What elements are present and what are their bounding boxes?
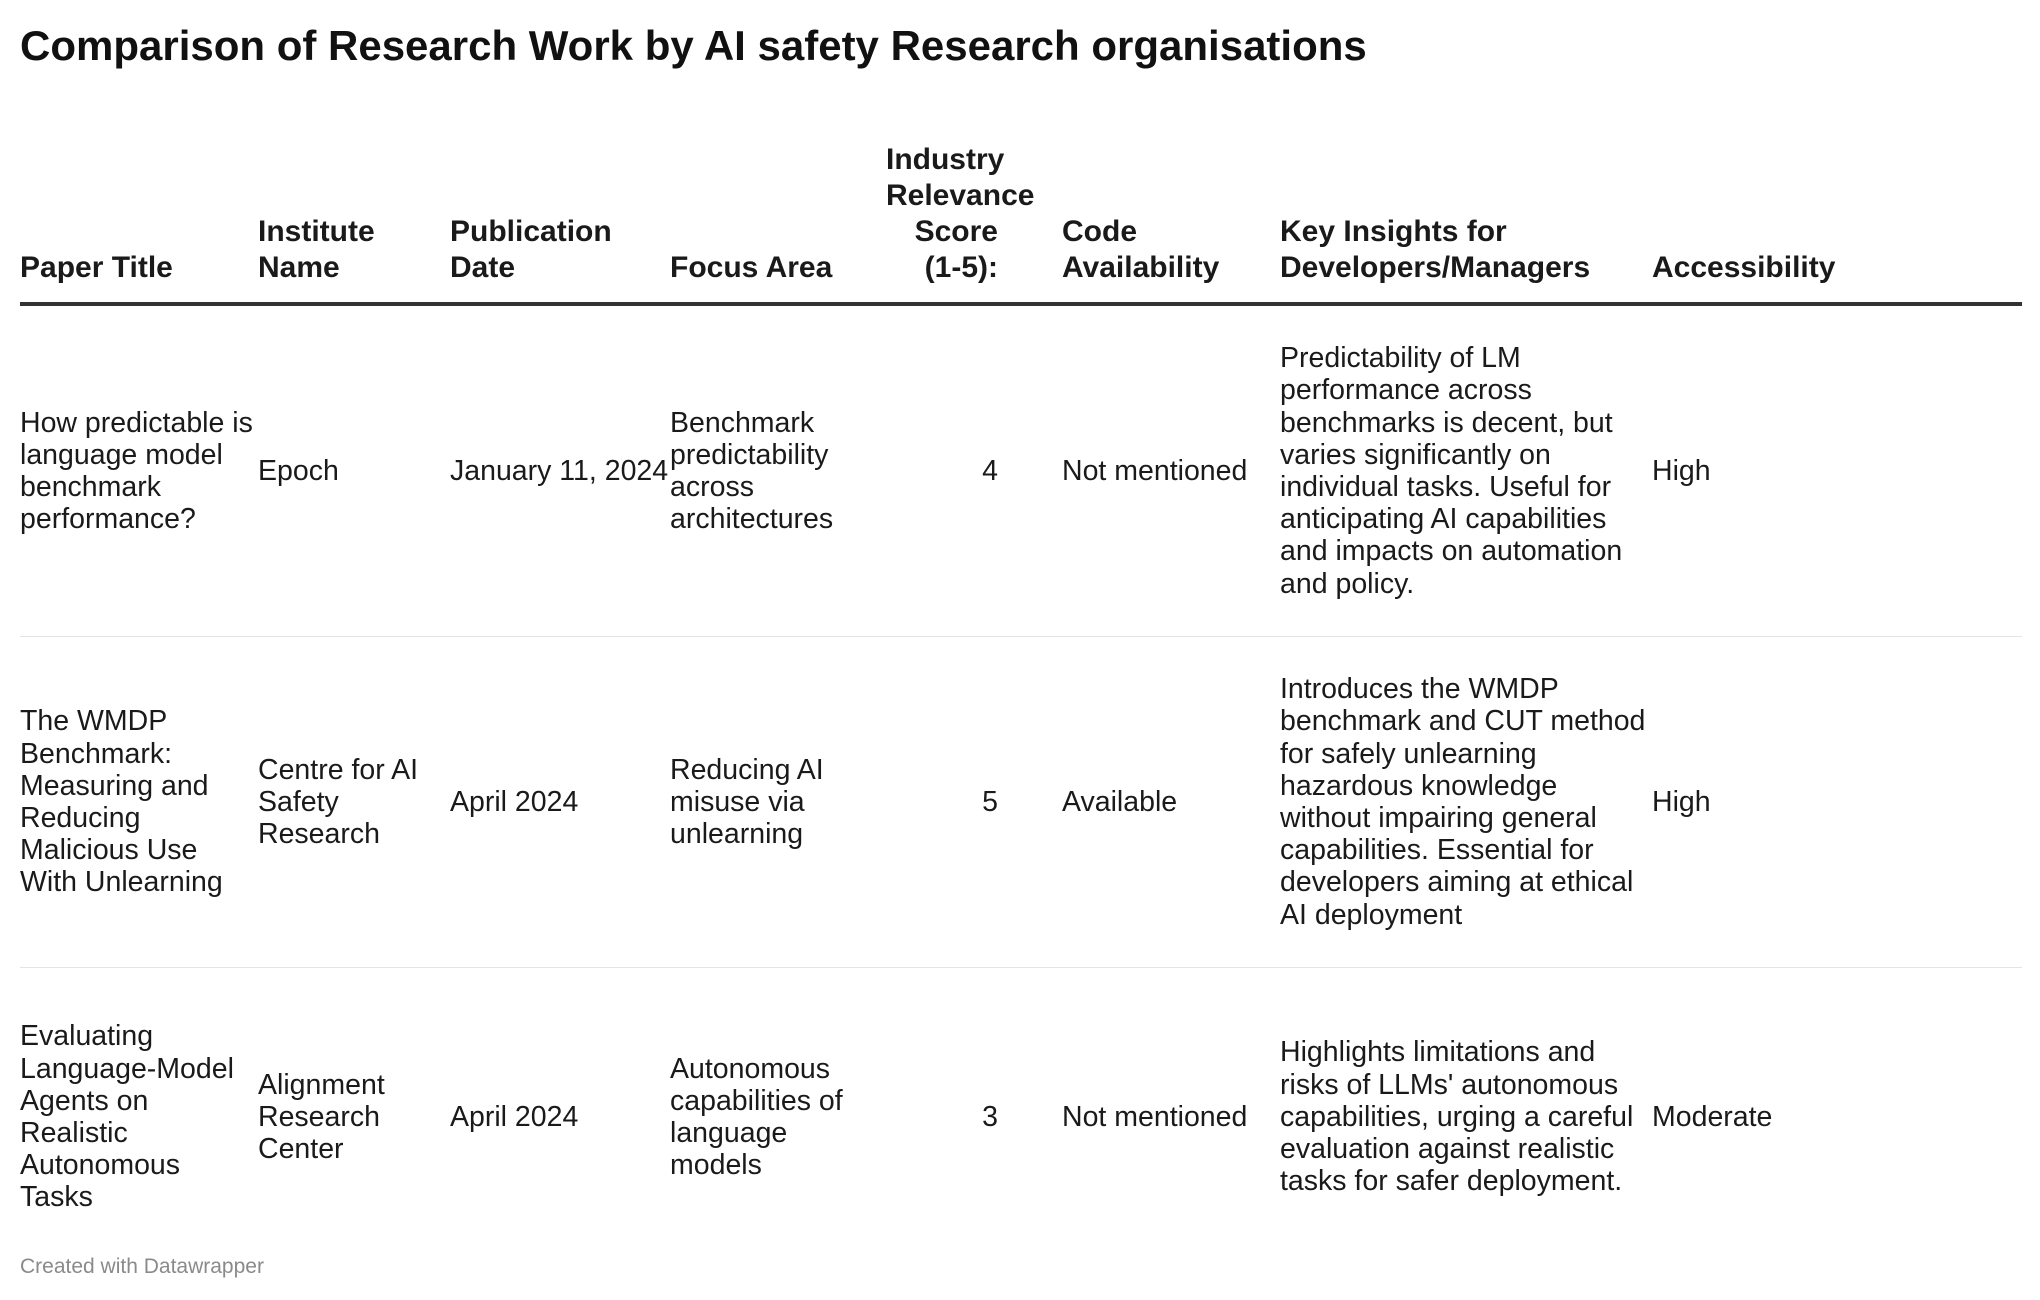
col-header-key-insights: Key Insights for Developers/Managers xyxy=(1280,126,1652,304)
cell-focus-area: Benchmark predictability across architectures xyxy=(670,304,886,637)
cell-code-availability: Not mentioned xyxy=(1062,304,1280,637)
col-header-institute: Institute Name xyxy=(258,126,450,304)
col-header-publication-date: Publication Date xyxy=(450,126,670,304)
col-header-focus-area: Focus Area xyxy=(670,126,886,304)
col-header-accessibility: Accessibility xyxy=(1652,126,2022,304)
col-header-code-availability: Code Availability xyxy=(1062,126,1280,304)
cell-institute: Epoch xyxy=(258,304,450,637)
cell-accessibility: Moderate xyxy=(1652,1100,1773,1133)
cell-focus-area: Autonomous capabilities of language models xyxy=(670,1052,843,1182)
cell-paper-title: The WMDP Benchmark: Measuring and Reducing Malicious Use With Unlearning xyxy=(20,637,258,968)
cell-paper-title: Evaluating Language-Model Agents on Realistic Autonomous Tasks xyxy=(20,1020,234,1214)
datawrapper-credit: Created with Datawrapper xyxy=(20,1255,264,1278)
cell-accessibility: High xyxy=(1652,637,2022,968)
table-row xyxy=(20,637,2022,968)
cell-institute: Centre for AI Safety Research xyxy=(258,637,450,968)
cell-accessibility: High xyxy=(1652,304,2022,637)
col-header-relevance-score: Industry Relevance Score (1-5): xyxy=(886,126,1062,304)
cell-relevance-score: 4 xyxy=(886,304,1062,637)
col-header-paper-title: Paper Title xyxy=(20,126,258,304)
cell-relevance-score: 3 xyxy=(982,1100,998,1133)
cell-paper-title: How predictable is language model benchmark performance? xyxy=(20,304,258,637)
cell-key-insights: Predictability of LM performance across benchmarks is decent, but varies significantly on individual tasks. Useful for anticipating AI capabilities and impacts on automation and policy. xyxy=(1280,304,1652,637)
cell-publication-date: April 2024 xyxy=(450,1100,579,1133)
cell-publication-date: January 11, 2024 xyxy=(450,304,670,637)
cell-key-insights: Introduces the WMDP benchmark and CUT method for safely unlearning hazardous knowledge without impairing general capabilities. Essential for developers aiming at ethical AI deployment xyxy=(1280,637,1652,968)
header-row xyxy=(20,126,2022,304)
chart-title: Comparison of Research Work by AI safety Research organisations xyxy=(20,22,1367,69)
comparison-table xyxy=(20,126,2022,1266)
cell-key-insights: Highlights limitations and risks of LLMs' autonomous capabilities, urging a careful evaluation against realistic tasks for safer deployment. xyxy=(1280,1036,1634,1198)
cell-relevance-score: 5 xyxy=(886,637,1062,968)
cell-focus-area: Reducing AI misuse via unlearning xyxy=(670,637,886,968)
table-row xyxy=(20,304,2022,637)
cell-publication-date: April 2024 xyxy=(450,637,670,968)
cell-code-availability: Not mentioned xyxy=(1062,1100,1248,1133)
table-row xyxy=(20,968,2022,1267)
cell-institute: Alignment Research Center xyxy=(258,1068,385,1166)
cell-code-availability: Available xyxy=(1062,637,1280,968)
